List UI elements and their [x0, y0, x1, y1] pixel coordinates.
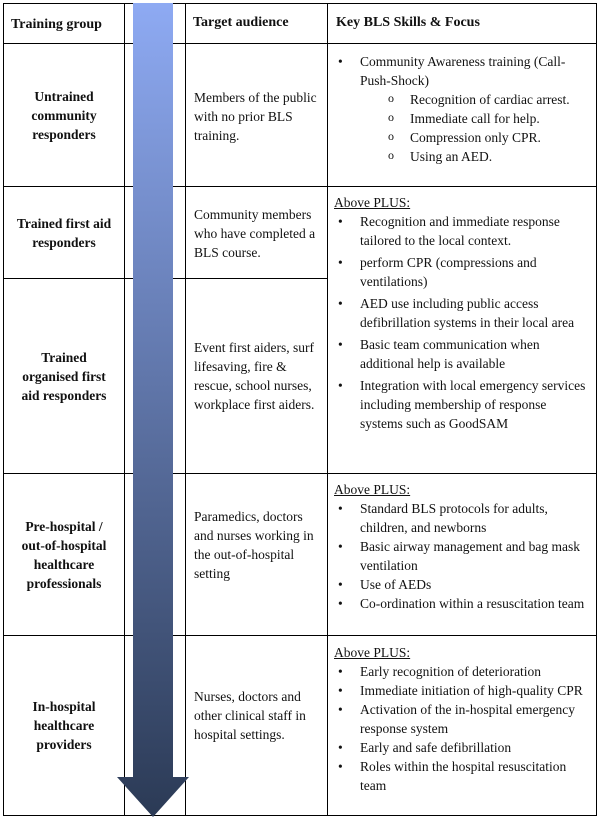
above-plus-label: Above PLUS: — [334, 195, 411, 210]
skill-item: • Roles within the hospital resuscitation team — [334, 757, 590, 795]
group-pre-hospital: Pre-hospital / out-of-hospital healthcare professionals — [21, 518, 107, 591]
skills-first-aid — [328, 189, 596, 433]
skill-item: • Use of AEDs — [334, 575, 590, 594]
audience-untrained: Members of the public with no prior BLS training. — [194, 89, 317, 143]
skill-item: • Early and safe defibrillation — [334, 738, 590, 757]
skill-item: • Early recognition of deterioration — [334, 662, 590, 681]
skill-item: • Recognition and immediate response tailored to the local context. — [334, 212, 590, 250]
border-bottom — [3, 815, 597, 816]
skills-pre-hospital — [328, 476, 596, 613]
skill-item — [334, 52, 590, 166]
audience-organised: Event first aiders, surf lifesaving, fire & rescue, school nurses, workplace first aiders. — [194, 340, 315, 412]
border-right — [596, 3, 597, 816]
skill-item: • perform CPR (compressions and ventilations) — [334, 253, 590, 291]
skill-item: • Integration with local emergency services including membership of response systems such as GoodSAM — [334, 376, 590, 433]
header-training-group: Training group — [11, 17, 102, 32]
skill-item: • Immediate initiation of high-quality CPR — [334, 681, 590, 700]
group-trained-organised: Trained organised first aid responders — [21, 349, 107, 403]
skill-item: • Co-ordination within a resuscitation team — [334, 594, 590, 613]
above-plus-label: Above PLUS: — [334, 482, 411, 497]
skill-subitem: o Recognition of cardiac arrest. — [386, 90, 590, 109]
border-top — [3, 3, 597, 4]
skill-sublist — [360, 90, 590, 166]
header-target-audience: Target audience — [193, 15, 289, 30]
skill-item: • Activation of the in-hospital emergency response system — [334, 700, 590, 738]
skill-item: • AED use including public access defibrillation systems in their local area — [334, 294, 590, 332]
skill-item: • Basic airway management and bag mask ventilation — [334, 537, 590, 575]
group-trained-first-aid: Trained first aid responders — [16, 215, 112, 250]
group-in-hospital: In-hospital healthcare providers — [32, 699, 96, 752]
skill-subitem: o Using an AED. — [386, 147, 590, 166]
skill-lead-text: Community Awareness training (Call-Push-Shock) — [360, 54, 566, 88]
bls-training-table — [3, 3, 597, 816]
group-untrained-community: Untrained community responders — [31, 88, 97, 142]
above-plus-label: Above PLUS: — [334, 645, 411, 660]
skill-item: • Standard BLS protocols for adults, children, and newborns — [334, 499, 590, 537]
skills-in-hospital — [328, 639, 596, 795]
skills-untrained — [328, 48, 596, 166]
progression-arrow-icon — [115, 3, 191, 819]
header-key-skills: Key BLS Skills & Focus — [336, 15, 480, 30]
skill-subitem: o Compression only CPR. — [386, 128, 590, 147]
audience-trained-first-aid: Community members who have completed a BLS course. — [194, 207, 316, 260]
skill-subitem: o Immediate call for help. — [386, 109, 590, 128]
skill-item: • Basic team communication when additional help is available — [334, 335, 590, 373]
audience-in-hospital: Nurses, doctors and other clinical staff in hospital settings. — [194, 689, 306, 742]
audience-pre-hospital: Paramedics, doctors and nurses working in the out-of-hospital setting — [194, 508, 314, 581]
